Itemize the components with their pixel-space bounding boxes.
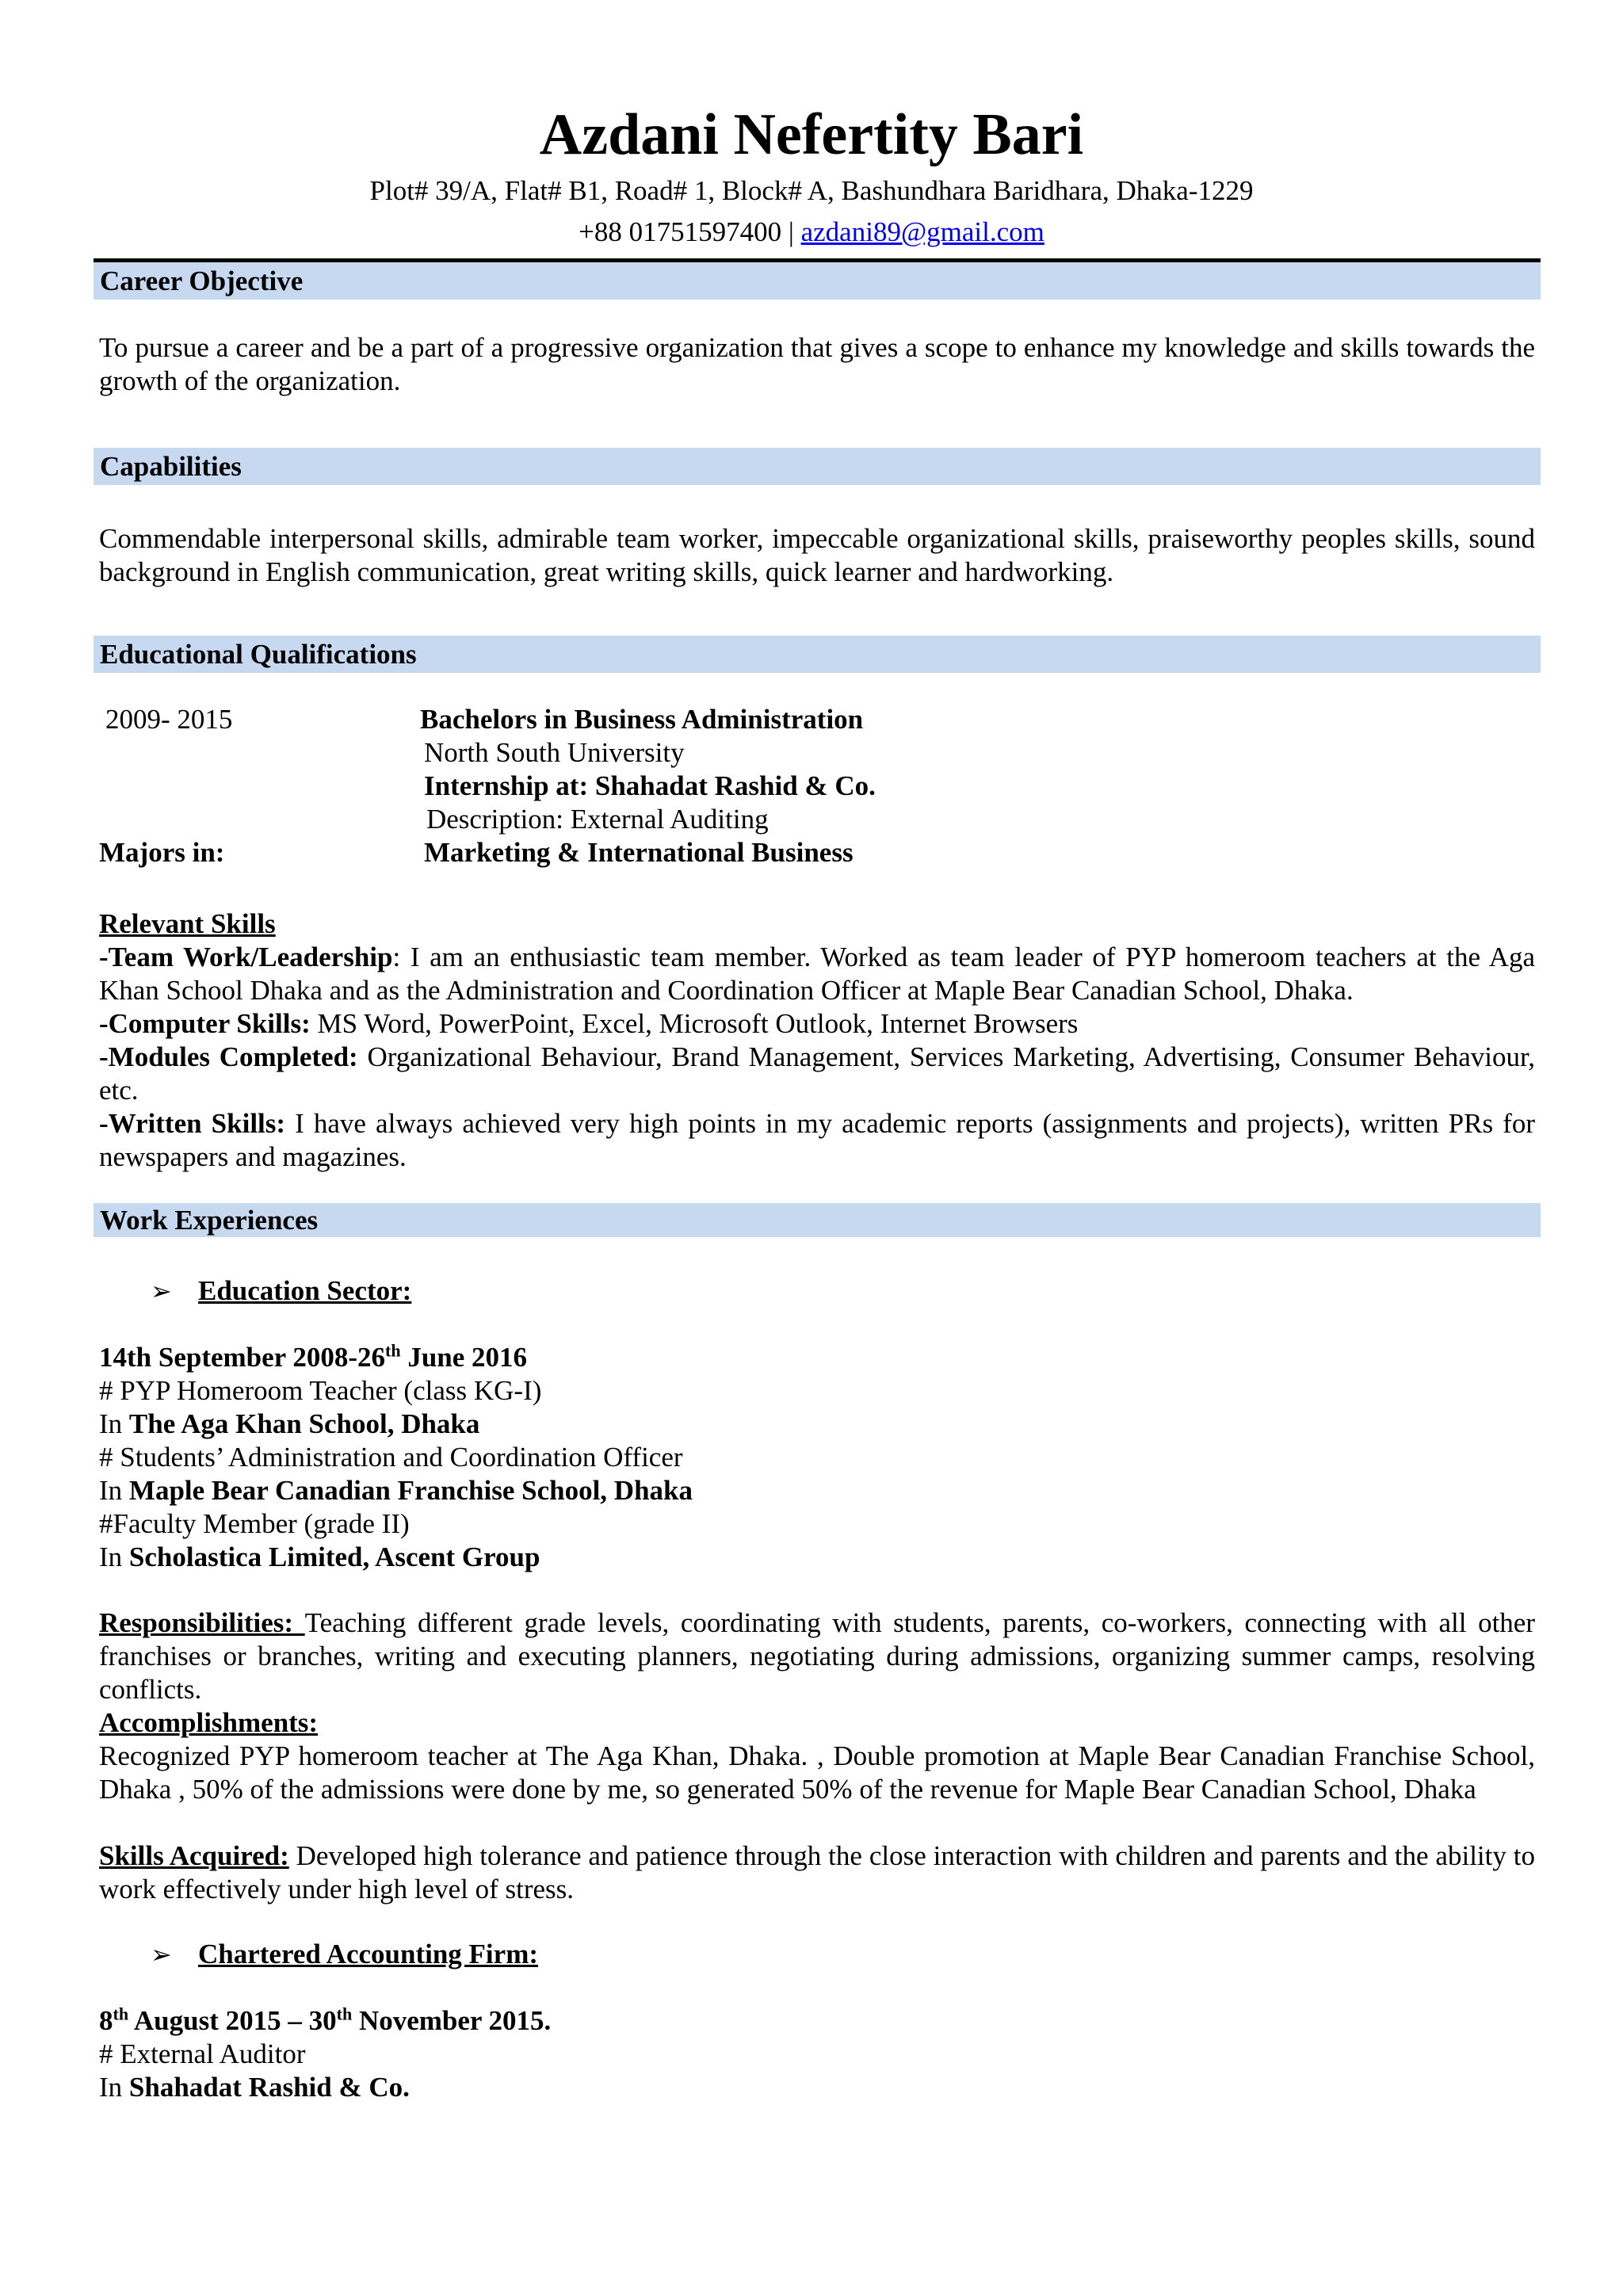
work-title: Work Experiences bbox=[100, 1205, 319, 1236]
majors-label: Majors in: bbox=[99, 837, 225, 868]
career-objective-text: To pursue a career and be a part of a progressive organization that gives a scope to enhance my knowledge and skills towards the growth of the organization. bbox=[99, 332, 1535, 396]
skill-team-work bbox=[99, 941, 1535, 1007]
org-shahadat-rashid: Shahadat Rashid & Co. bbox=[128, 2072, 410, 2103]
skill-written-label: -Written Skills: bbox=[99, 1108, 286, 1139]
skills-acquired-text: Developed high tolerance and patience through the close interaction with children and parents and the ability to work effectively under high level of stress. bbox=[99, 1840, 1535, 1904]
skill-modules-label: -Modules Completed: bbox=[99, 1041, 358, 1072]
skills-acquired bbox=[99, 1839, 1535, 1906]
responsibilities-label: Responsibilities: bbox=[99, 1607, 305, 1638]
in-prefix: In bbox=[99, 1408, 129, 1439]
accomplishments-text: Recognized PYP homeroom teacher at The Aga Khan, Dhaka. , Double promotion at Maple Bear Canadian Franchise School, Dhaka , 50% of the admissions were done by me, so generated 50% of the revenue for Maple Bear Canadian School, Dhaka bbox=[99, 1740, 1535, 1805]
university: North South University bbox=[424, 737, 685, 768]
education-title: Educational Qualifications bbox=[100, 639, 417, 670]
email-link[interactable]: azdani89@gmail.com bbox=[800, 216, 1044, 247]
address: Plot# 39/A, Flat# B1, Road# 1, Block# A, Bashundhara Baridhara, Dhaka-1229 bbox=[369, 175, 1254, 206]
skill-team-label: -Team Work/Leadership bbox=[99, 942, 393, 972]
capabilities-text: Commendable interpersonal skills, admirable team worker, impeccable organizational skills, praiseworthy peoples skills, sound background in English communication, great writing skills, quick learner and hardworking. bbox=[99, 523, 1535, 587]
responsibilities-text: Teaching different grade levels, coordinating with students, parents, co-workers, connecting with all other franchises or branches, writing and executing planners, negotiating during admissions, organizing summer camps, resolving conflicts. bbox=[99, 1607, 1535, 1705]
responsibilities bbox=[99, 1606, 1535, 1706]
in-prefix: In bbox=[99, 1475, 129, 1506]
candidate-name: Azdani Nefertity Bari bbox=[539, 102, 1084, 167]
arrow-bullet-icon: ➢ bbox=[151, 1277, 172, 1305]
date-sup: th bbox=[385, 1340, 401, 1361]
date-start: 14th September 2008-26 bbox=[99, 1342, 385, 1373]
skill-written bbox=[99, 1107, 1535, 1174]
ca-date-2-sup: th bbox=[336, 2004, 353, 2024]
arrow-bullet-icon: ➢ bbox=[151, 1940, 172, 1969]
skill-written-text: I have always achieved very high points in my academic reports (assignments and projects), written PRs for newspapers and magazines. bbox=[99, 1108, 1535, 1172]
internship-description: Description: External Auditing bbox=[426, 804, 769, 835]
ca-date-1-sup: th bbox=[113, 2004, 129, 2024]
skill-computer bbox=[99, 1007, 1535, 1041]
contact-separator: | bbox=[781, 216, 801, 247]
degree: Bachelors in Business Administration bbox=[420, 704, 864, 735]
ca-date-1: 8 bbox=[99, 2005, 113, 2036]
ca-date-3: November 2015. bbox=[352, 2005, 552, 2036]
skill-team-text: : I am an enthusiastic team member. Worked as team leader of PYP homeroom teachers at the Aga Khan School Dhaka and as the Administration and Coordination Officer at Maple Bear Canadian School, Dhaka. bbox=[99, 942, 1536, 1006]
career-objective-bar bbox=[94, 262, 1541, 300]
phone-number: +88 01751597400 bbox=[579, 216, 782, 247]
role-admin-officer: # Students’ Administration and Coordination Officer bbox=[99, 1442, 683, 1473]
majors: Marketing & International Business bbox=[424, 837, 854, 868]
ca-firm-dates bbox=[99, 2004, 551, 2038]
education-sector-dates bbox=[99, 1341, 527, 1374]
org-aga-khan: The Aga Khan School, Dhaka bbox=[128, 1408, 480, 1439]
career-objective-title: Career Objective bbox=[100, 266, 304, 296]
ca-date-2: August 2015 – 30 bbox=[128, 2005, 337, 2036]
in-prefix: In bbox=[99, 1541, 129, 1572]
internship: Internship at: Shahadat Rashid & Co. bbox=[424, 770, 876, 801]
relevant-skills-title: Relevant Skills bbox=[99, 908, 276, 939]
role-pyp-teacher: # PYP Homeroom Teacher (class KG-I) bbox=[99, 1375, 542, 1406]
role-faculty: #Faculty Member (grade II) bbox=[99, 1508, 410, 1539]
date-end: June 2016 bbox=[400, 1342, 528, 1373]
accomplishments-label: Accomplishments: bbox=[99, 1707, 319, 1738]
in-prefix: In bbox=[99, 2072, 129, 2103]
skills-acquired-label: Skills Acquired: bbox=[99, 1840, 289, 1871]
org-scholastica: Scholastica Limited, Ascent Group bbox=[128, 1541, 540, 1572]
capabilities-bar bbox=[94, 448, 1541, 485]
education-years: 2009- 2015 bbox=[105, 704, 233, 735]
org-maple-bear: Maple Bear Canadian Franchise School, Dhaka bbox=[128, 1475, 693, 1506]
org-line-1 bbox=[99, 1408, 479, 1441]
skill-modules bbox=[99, 1041, 1535, 1107]
skill-computer-label: -Computer Skills: bbox=[99, 1008, 311, 1039]
role-external-auditor: # External Auditor bbox=[99, 2038, 306, 2069]
ca-firm-heading: Chartered Accounting Firm: bbox=[198, 1939, 539, 1969]
capabilities-title: Capabilities bbox=[100, 451, 242, 482]
skill-modules-text: Organizational Behaviour, Brand Management, Services Marketing, Advertising, Consumer Behaviour, etc. bbox=[99, 1041, 1535, 1106]
ca-org-line bbox=[99, 2071, 410, 2104]
org-line-2 bbox=[99, 1474, 693, 1507]
contact-line bbox=[0, 212, 1623, 252]
org-line-3 bbox=[99, 1541, 540, 1574]
education-sector-heading: Education Sector: bbox=[198, 1275, 412, 1306]
skill-computer-text: MS Word, PowerPoint, Excel, Microsoft Outlook, Internet Browsers bbox=[310, 1008, 1079, 1039]
